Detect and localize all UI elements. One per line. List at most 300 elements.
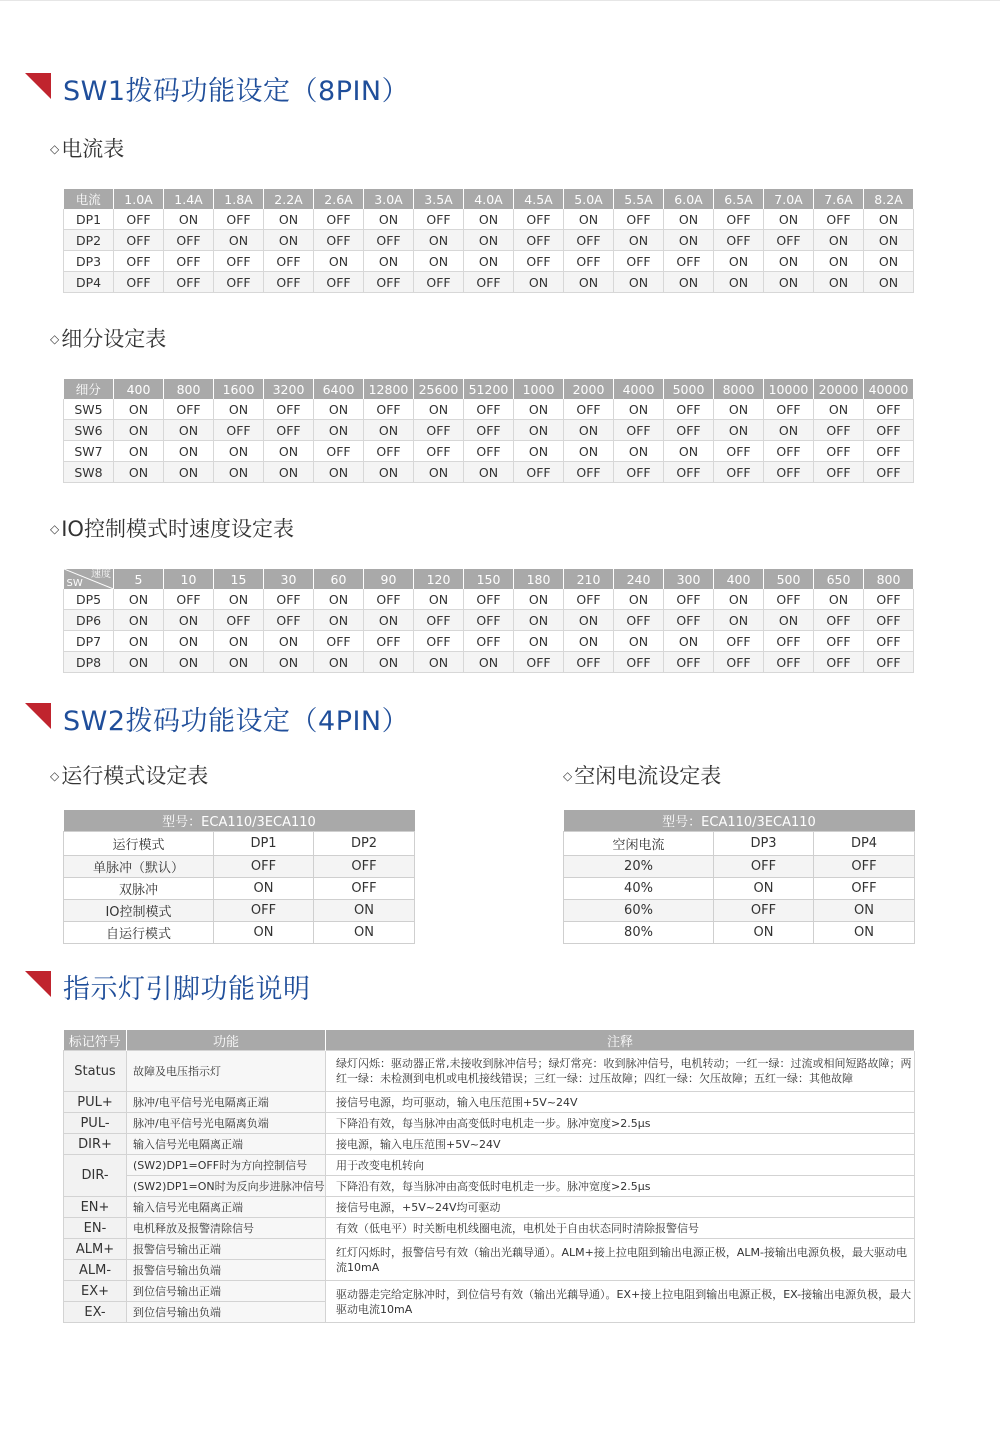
current-cell: OFF <box>164 230 214 251</box>
run-mode-model: 型号：ECA110/3ECA110 <box>64 810 415 832</box>
speed-cell: ON <box>214 652 264 673</box>
current-cell: ON <box>514 272 564 293</box>
subdiv-cell: OFF <box>514 462 564 483</box>
current-cell: ON <box>314 251 364 272</box>
current-cell: OFF <box>314 209 364 230</box>
speed-cell: OFF <box>614 652 664 673</box>
run-mode-cell: OFF <box>214 856 314 878</box>
subdiv-cell: ON <box>514 399 564 420</box>
idle-current-cell: 20% <box>564 856 714 878</box>
current-col-header: 5.0A <box>564 189 614 209</box>
pin-function: 故障及电压指示灯 <box>127 1051 326 1092</box>
subdiv-cell: OFF <box>364 441 414 462</box>
subdiv-cell: ON <box>164 420 214 441</box>
table-row <box>64 272 914 293</box>
subdiv-cell: OFF <box>814 462 864 483</box>
current-cell: OFF <box>264 251 314 272</box>
current-cell: OFF <box>664 251 714 272</box>
speed-cell: OFF <box>414 631 464 652</box>
speed-cell: OFF <box>864 589 914 610</box>
current-cell: ON <box>814 272 864 293</box>
red-triangle-icon <box>25 73 51 99</box>
pin-note: 红灯闪烁时，报警信号有效（输出光藕导通）。ALM+接上拉电阻到输出电源正极，ALM-接输出电源负极，最大驱动电流10mA <box>326 1239 915 1281</box>
idle-current-cell: ON <box>814 900 915 922</box>
subdiv-cell: ON <box>514 420 564 441</box>
speed-col-header: 5 <box>114 569 164 589</box>
pin-symbol: EX- <box>64 1302 127 1323</box>
current-cell: ON <box>714 272 764 293</box>
current-table <box>63 189 914 293</box>
current-cell: ON <box>164 209 214 230</box>
current-cell: ON <box>764 251 814 272</box>
table-row <box>64 589 914 610</box>
corner-label-bottom: SW <box>66 578 83 589</box>
subdiv-cell: ON <box>164 462 214 483</box>
speed-cell: OFF <box>564 652 614 673</box>
current-cell: OFF <box>414 209 464 230</box>
speed-row-label: DP6 <box>64 610 114 631</box>
subdiv-cell: ON <box>214 462 264 483</box>
subdiv-cell: ON <box>814 399 864 420</box>
speed-cell: ON <box>514 589 564 610</box>
speed-cell: OFF <box>264 610 314 631</box>
pin-function: 电机释放及报警清除信号 <box>127 1218 326 1239</box>
speed-cell: ON <box>514 631 564 652</box>
subdiv-cell: ON <box>214 399 264 420</box>
current-cell: OFF <box>214 209 264 230</box>
speed-cell: ON <box>114 589 164 610</box>
current-cell: ON <box>614 230 664 251</box>
indicator-col-header: 标记符号 <box>64 1030 127 1051</box>
speed-cell: OFF <box>164 589 214 610</box>
current-cell: OFF <box>514 209 564 230</box>
speed-row-label: DP7 <box>64 631 114 652</box>
run-mode-cell: 双脉冲 <box>64 878 214 900</box>
table-row <box>64 420 914 441</box>
current-cell: OFF <box>464 272 514 293</box>
indicator-table <box>63 1030 915 1323</box>
subdiv-cell: ON <box>314 420 364 441</box>
current-cell: OFF <box>364 230 414 251</box>
subdiv-col-header: 1600 <box>214 379 264 399</box>
speed-cell: ON <box>364 652 414 673</box>
speed-col-header: 650 <box>814 569 864 589</box>
speed-cell: OFF <box>864 631 914 652</box>
subdiv-col-header: 5000 <box>664 379 714 399</box>
speed-cell: OFF <box>514 652 564 673</box>
current-cell: OFF <box>214 251 264 272</box>
current-cell: ON <box>364 251 414 272</box>
subdiv-row-label: SW5 <box>64 399 114 420</box>
speed-row-label: DP5 <box>64 589 114 610</box>
current-col-header: 3.5A <box>414 189 464 209</box>
diamond-icon: ◇ <box>50 332 60 346</box>
run-mode-cell: OFF <box>214 900 314 922</box>
speed-col-header: 180 <box>514 569 564 589</box>
subdiv-cell: ON <box>764 420 814 441</box>
speed-col-header: 150 <box>464 569 514 589</box>
subdiv-table <box>63 379 914 483</box>
speed-cell: ON <box>114 610 164 631</box>
run-mode-col-header: DP1 <box>214 832 314 856</box>
diamond-icon: ◇ <box>50 522 60 536</box>
current-row-label: DP2 <box>64 230 114 251</box>
speed-cell: OFF <box>464 610 514 631</box>
speed-cell: OFF <box>764 631 814 652</box>
speed-cell: ON <box>314 610 364 631</box>
subdiv-cell: ON <box>714 420 764 441</box>
subdiv-header-label: 细分 <box>64 379 114 399</box>
run-mode-col-header: DP2 <box>314 832 415 856</box>
subdiv-col-header: 10000 <box>764 379 814 399</box>
subdiv-col-header: 2000 <box>564 379 614 399</box>
speed-col-header: 90 <box>364 569 414 589</box>
pin-function: 报警信号输出负端 <box>127 1260 326 1281</box>
speed-cell: ON <box>214 589 264 610</box>
run-mode-cell: ON <box>214 878 314 900</box>
pin-symbol: PUL- <box>64 1113 127 1134</box>
run-mode-cell: OFF <box>314 856 415 878</box>
subdiv-col-header: 25600 <box>414 379 464 399</box>
speed-cell: OFF <box>214 610 264 631</box>
pin-note: 下降沿有效，每当脉冲由高变低时电机走一步。脉冲宽度>2.5μs <box>326 1113 915 1134</box>
current-col-header: 7.6A <box>814 189 864 209</box>
speed-cell: ON <box>614 589 664 610</box>
sw1-section-title <box>25 70 409 106</box>
current-cell: ON <box>864 230 914 251</box>
speed-table-title <box>50 513 294 543</box>
subdiv-col-header: 4000 <box>614 379 664 399</box>
speed-col-header: 15 <box>214 569 264 589</box>
subdiv-cell: OFF <box>314 441 364 462</box>
idle-current-cell: 40% <box>564 878 714 900</box>
speed-cell: ON <box>664 631 714 652</box>
current-cell: ON <box>414 251 464 272</box>
current-cell: OFF <box>164 251 214 272</box>
idle-current-cell: 80% <box>564 922 714 944</box>
pin-symbol: DIR- <box>64 1155 127 1197</box>
subdiv-cell: ON <box>464 462 514 483</box>
run-mode-cell: ON <box>214 922 314 944</box>
subdiv-cell: OFF <box>864 441 914 462</box>
run-mode-cell: 单脉冲（默认） <box>64 856 214 878</box>
subdiv-cell: OFF <box>214 420 264 441</box>
subdiv-col-header: 20000 <box>814 379 864 399</box>
subdiv-cell: ON <box>564 420 614 441</box>
sw2-title-text: SW2拨码功能设定（4PIN） <box>63 705 410 737</box>
speed-cell: OFF <box>664 652 714 673</box>
current-col-header: 2.6A <box>314 189 364 209</box>
subdiv-cell: OFF <box>464 420 514 441</box>
top-divider <box>0 0 1000 1</box>
idle-current-cell: ON <box>814 922 915 944</box>
current-cell: OFF <box>714 230 764 251</box>
speed-corner-header <box>64 569 114 589</box>
speed-cell: OFF <box>464 589 514 610</box>
current-cell: OFF <box>614 251 664 272</box>
current-col-header: 6.5A <box>714 189 764 209</box>
current-row-label: DP1 <box>64 209 114 230</box>
speed-cell: ON <box>114 631 164 652</box>
current-col-header: 1.8A <box>214 189 264 209</box>
subdiv-cell: OFF <box>814 441 864 462</box>
subdiv-cell: OFF <box>414 441 464 462</box>
current-cell: ON <box>864 251 914 272</box>
subdiv-cell: OFF <box>814 420 864 441</box>
current-cell: ON <box>814 230 864 251</box>
pin-function: 输入信号光电隔离正端 <box>127 1134 326 1155</box>
pin-note: 驱动器走完给定脉冲时，到位信号有效（输出光藕导通）。EX+接上拉电阻到输出电源正极，EX-接输出电源负极，最大驱动电流10mA <box>326 1281 915 1323</box>
speed-cell: OFF <box>764 652 814 673</box>
current-cell: ON <box>364 209 414 230</box>
subdiv-cell: ON <box>314 462 364 483</box>
subdiv-cell: ON <box>114 399 164 420</box>
current-cell: ON <box>564 209 614 230</box>
diamond-icon: ◇ <box>563 769 573 783</box>
red-triangle-icon <box>25 971 51 997</box>
subdiv-col-header: 3200 <box>264 379 314 399</box>
current-cell: OFF <box>214 272 264 293</box>
speed-cell: OFF <box>364 589 414 610</box>
pin-note: 下降沿有效，每当脉冲由高变低时电机走一步。脉冲宽度>2.5μs <box>326 1176 915 1197</box>
current-cell: ON <box>564 272 614 293</box>
table-row <box>64 610 914 631</box>
current-cell: OFF <box>314 230 364 251</box>
speed-cell: ON <box>164 610 214 631</box>
pin-function: (SW2)DP1=ON时为反向步进脉冲信号 <box>127 1176 326 1197</box>
subdiv-cell: OFF <box>764 462 814 483</box>
current-cell: OFF <box>564 251 614 272</box>
current-cell: ON <box>214 230 264 251</box>
current-cell: ON <box>414 230 464 251</box>
pin-symbol: EX+ <box>64 1281 127 1302</box>
run-mode-cell: 自运行模式 <box>64 922 214 944</box>
speed-row-label: DP8 <box>64 652 114 673</box>
speed-cell: OFF <box>864 652 914 673</box>
speed-col-header: 800 <box>864 569 914 589</box>
speed-cell: OFF <box>364 631 414 652</box>
speed-cell: ON <box>614 631 664 652</box>
table-row <box>64 230 914 251</box>
subdiv-cell: ON <box>364 420 414 441</box>
subdiv-cell: ON <box>614 399 664 420</box>
speed-cell: ON <box>364 610 414 631</box>
subdiv-cell: OFF <box>264 399 314 420</box>
idle-current-col-header: DP3 <box>714 832 814 856</box>
current-cell: OFF <box>164 272 214 293</box>
run-mode-col-header: 运行模式 <box>64 832 214 856</box>
pin-note: 有效（低电平）时关断电机线圈电流，电机处于自由状态同时清除报警信号 <box>326 1218 915 1239</box>
current-cell: OFF <box>114 230 164 251</box>
current-cell: OFF <box>614 209 664 230</box>
speed-cell: ON <box>414 652 464 673</box>
current-table-title-text: 电流表 <box>61 137 125 161</box>
pin-note: 接电源，输入电压范围+5V~24V <box>326 1134 915 1155</box>
subdiv-cell: ON <box>564 441 614 462</box>
table-row <box>64 251 914 272</box>
subdiv-cell: ON <box>164 441 214 462</box>
speed-cell: OFF <box>814 652 864 673</box>
subdiv-cell: OFF <box>864 462 914 483</box>
subdiv-cell: ON <box>114 462 164 483</box>
subdiv-cell: ON <box>714 399 764 420</box>
idle-current-cell: 60% <box>564 900 714 922</box>
table-row <box>64 441 914 462</box>
current-cell: ON <box>814 251 864 272</box>
speed-col-header: 210 <box>564 569 614 589</box>
subdiv-cell: OFF <box>714 441 764 462</box>
current-col-header: 8.2A <box>864 189 914 209</box>
idle-current-table <box>563 810 915 944</box>
pin-symbol: EN+ <box>64 1197 127 1218</box>
subdiv-cell: OFF <box>614 462 664 483</box>
current-cell: ON <box>464 209 514 230</box>
pin-function: 脉冲/电平信号光电隔离正端 <box>127 1092 326 1113</box>
speed-col-header: 120 <box>414 569 464 589</box>
subdiv-cell: ON <box>314 399 364 420</box>
speed-cell: ON <box>164 631 214 652</box>
idle-current-cell: OFF <box>714 856 814 878</box>
current-cell: OFF <box>114 209 164 230</box>
indicator-title-text: 指示灯引脚功能说明 <box>63 973 311 1005</box>
current-cell: ON <box>614 272 664 293</box>
speed-cell: ON <box>514 610 564 631</box>
current-cell: OFF <box>714 209 764 230</box>
subdiv-cell: ON <box>414 462 464 483</box>
subdiv-col-header: 12800 <box>364 379 414 399</box>
current-col-header: 7.0A <box>764 189 814 209</box>
current-cell: ON <box>864 209 914 230</box>
speed-cell: OFF <box>614 610 664 631</box>
indicator-col-header: 注释 <box>326 1030 915 1051</box>
subdiv-table-title <box>50 323 166 353</box>
subdiv-cell: OFF <box>564 462 614 483</box>
subdiv-row-label: SW8 <box>64 462 114 483</box>
current-cell: ON <box>714 251 764 272</box>
current-cell: ON <box>264 209 314 230</box>
run-mode-table <box>63 810 415 944</box>
subdiv-cell: ON <box>114 420 164 441</box>
subdiv-cell: OFF <box>414 420 464 441</box>
idle-current-col-header: 空闲电流 <box>564 832 714 856</box>
speed-cell: OFF <box>664 610 714 631</box>
subdiv-cell: ON <box>264 462 314 483</box>
idle-current-title-text: 空闲电流设定表 <box>574 764 722 788</box>
pin-note: 接信号电源，+5V~24V均可驱动 <box>326 1197 915 1218</box>
speed-col-header: 300 <box>664 569 714 589</box>
current-cell: OFF <box>314 272 364 293</box>
speed-table-title-text: IO控制模式时速度设定表 <box>61 517 294 541</box>
speed-col-header: 240 <box>614 569 664 589</box>
pin-symbol: ALM- <box>64 1260 127 1281</box>
subdiv-cell: OFF <box>764 399 814 420</box>
current-cell: OFF <box>114 251 164 272</box>
subdiv-cell: OFF <box>264 420 314 441</box>
subdiv-col-header: 800 <box>164 379 214 399</box>
pin-symbol: ALM+ <box>64 1239 127 1260</box>
speed-cell: OFF <box>264 589 314 610</box>
speed-cell: ON <box>764 610 814 631</box>
indicator-section-title <box>25 968 311 1004</box>
speed-cell: OFF <box>464 631 514 652</box>
current-cell: ON <box>464 251 514 272</box>
sw2-section-title <box>25 700 409 736</box>
idle-current-cell: ON <box>714 922 814 944</box>
diamond-icon: ◇ <box>50 142 60 156</box>
current-row-label: DP3 <box>64 251 114 272</box>
current-cell: ON <box>664 230 714 251</box>
subdiv-col-header: 1000 <box>514 379 564 399</box>
current-cell: ON <box>264 230 314 251</box>
subdiv-cell: OFF <box>364 399 414 420</box>
speed-cell: OFF <box>814 610 864 631</box>
sw1-title-text: SW1拨码功能设定（8PIN） <box>63 75 410 107</box>
speed-cell: OFF <box>714 652 764 673</box>
pin-note: 用于改变电机转向 <box>326 1155 915 1176</box>
current-cell: ON <box>664 272 714 293</box>
run-mode-title <box>50 760 208 790</box>
subdiv-row-label: SW6 <box>64 420 114 441</box>
speed-cell: OFF <box>314 631 364 652</box>
pin-function: 到位信号输出正端 <box>127 1281 326 1302</box>
run-mode-cell: IO控制模式 <box>64 900 214 922</box>
speed-cell: OFF <box>664 589 714 610</box>
current-cell: ON <box>664 209 714 230</box>
pin-symbol: Status <box>64 1051 127 1092</box>
speed-cell: ON <box>564 631 614 652</box>
speed-col-header: 400 <box>714 569 764 589</box>
current-col-header: 6.0A <box>664 189 714 209</box>
speed-cell: ON <box>264 652 314 673</box>
current-col-header: 5.5A <box>614 189 664 209</box>
current-cell: OFF <box>114 272 164 293</box>
speed-cell: ON <box>714 589 764 610</box>
subdiv-cell: OFF <box>564 399 614 420</box>
subdiv-cell: ON <box>614 441 664 462</box>
subdiv-cell: ON <box>364 462 414 483</box>
subdiv-col-header: 400 <box>114 379 164 399</box>
current-cell: OFF <box>764 230 814 251</box>
subdiv-row-label: SW7 <box>64 441 114 462</box>
run-mode-cell: OFF <box>314 878 415 900</box>
table-row <box>64 631 914 652</box>
subdiv-cell: OFF <box>464 441 514 462</box>
idle-current-title <box>563 760 721 790</box>
subdiv-col-header: 40000 <box>864 379 914 399</box>
current-table-title <box>50 133 124 163</box>
speed-cell: OFF <box>414 610 464 631</box>
subdiv-col-header: 51200 <box>464 379 514 399</box>
speed-cell: OFF <box>864 610 914 631</box>
current-cell: ON <box>764 209 814 230</box>
diamond-icon: ◇ <box>50 769 60 783</box>
subdiv-cell: OFF <box>714 462 764 483</box>
current-cell: OFF <box>814 209 864 230</box>
table-row <box>64 462 914 483</box>
idle-current-cell: OFF <box>714 900 814 922</box>
subdiv-cell: OFF <box>464 399 514 420</box>
subdiv-cell: ON <box>214 441 264 462</box>
subdiv-cell: OFF <box>614 420 664 441</box>
subdiv-cell: OFF <box>864 399 914 420</box>
subdiv-cell: ON <box>114 441 164 462</box>
current-cell: OFF <box>564 230 614 251</box>
pin-function: 输入信号光电隔离正端 <box>127 1197 326 1218</box>
idle-current-col-header: DP4 <box>814 832 915 856</box>
subdiv-cell: OFF <box>664 399 714 420</box>
pin-symbol: EN- <box>64 1218 127 1239</box>
idle-current-model: 型号：ECA110/3ECA110 <box>564 810 915 832</box>
